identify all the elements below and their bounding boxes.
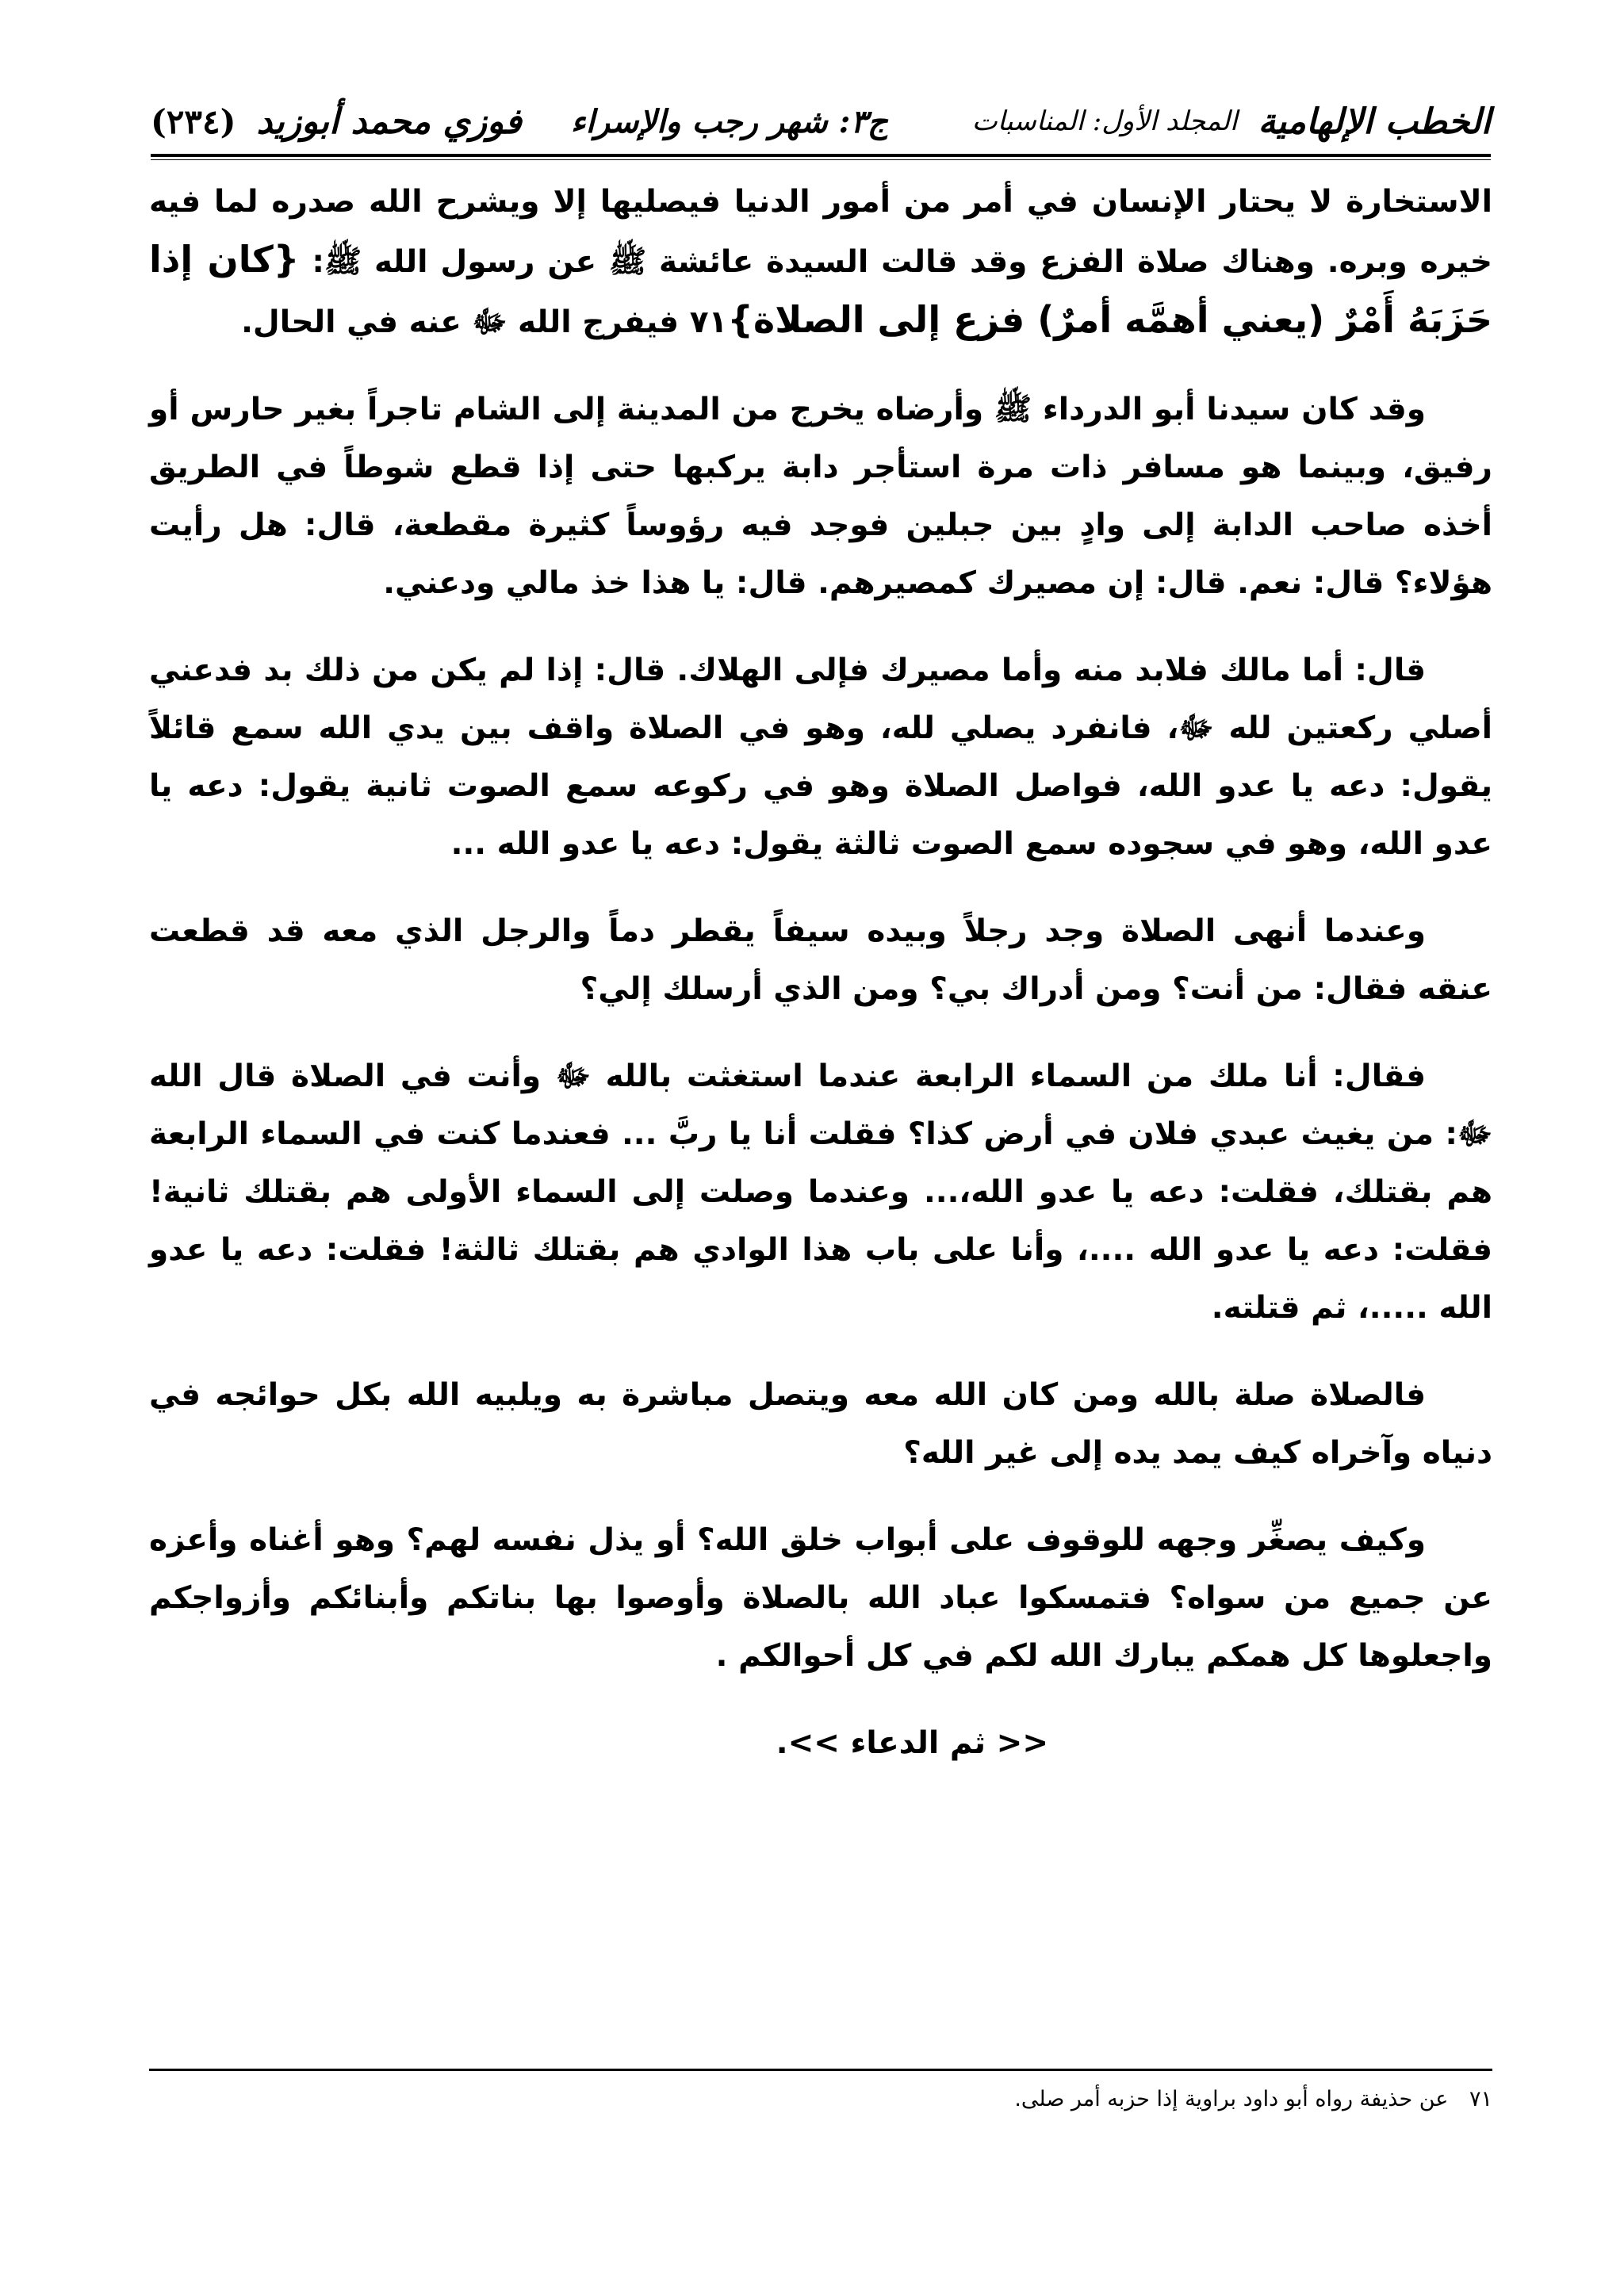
header-left-group (151, 101, 522, 142)
closing-line: << ثم الدعاء >>. (776, 1725, 1048, 1761)
page-number: (٢٣٤) (151, 101, 236, 141)
header-rule (151, 154, 1491, 157)
footnote-number: ٧١ (1469, 2087, 1492, 2111)
paragraph-1-text: الاستخارة لا يحتار الإنسان في أمر من أمور الدنيا فيصليها إلا ويشرح الله صدره لما فيه خيره وبره. وهناك صلاة الفزع وقد قالت السيدة عائشة ﷺ عن رسول الله ﷺ: (149, 184, 1492, 280)
footnote (149, 2087, 1492, 2111)
paragraph-1-tail: ٧١ فيفرج الله ﷻ عنه في الحال. (241, 304, 728, 340)
page-header (151, 94, 1491, 149)
header-right-group (571, 101, 1491, 142)
paragraph-5: فقال: أنا ملك من السماء الرابعة عندما استغثت بالله ﷻ وأنت في الصلاة قال الله ﷻ: من يغيث عبدي فلان في أرض كذا؟ فقلت أنا يا ربَّ ... فعندما كنت في السماء الرابعة هم بقتلك، فقلت: دعه يا عدو الله،... وعندما وصلت إلى السماء الأولى هم بقتلك ثانية! فقلت: دعه يا عدو الله ....، وأنا على باب هذا الوادي هم بقتلك ثالثة! فقلت: دعه يا عدو الله .....، ثم قتلته. (149, 1058, 1492, 1326)
part-label: ج٣: شهر رجب والإسراء (570, 102, 888, 140)
paragraph-3: قال: أما مالك فلابد منه وأما مصيرك فإلى الهلاك. قال: إذا لم يكن من ذلك بد فدعني أصلي ركعتين لله ﷻ، فانفرد يصلي لله، وهو في الصلاة واقف بين يدي الله سمع قائلاً يقول: دعه يا عدو الله، فواصل الصلاة وهو في ركوعه سمع الصوت ثانية يقول: دعه يا عدو الله، وهو في سجوده سمع الصوت ثالثة يقول: دعه يا عدو الله ... (149, 653, 1492, 862)
volume-label: المجلد الأول: المناسبات (971, 105, 1238, 137)
body-text (149, 173, 1492, 1801)
paragraph-1 (149, 173, 1492, 351)
footnote-rule (149, 2069, 1492, 2071)
header-rule-thin (151, 159, 1491, 160)
paragraph-4: وعندما أنهى الصلاة وجد رجلاً وبيده سيفاً يقطر دماً والرجل الذي معه قد قطعت عنقه فقال: من أنت؟ ومن أدراك بي؟ ومن الذي أرسلك إلي؟ (149, 913, 1492, 1007)
hadith-quote: {كان إذا حَزَبَهُ أَمْرٌ (يعني أهمَّه أمرٌ) فزع إلى الصلاة} (149, 238, 1492, 341)
paragraph-6: فالصلاة صلة بالله ومن كان الله معه ويتصل مباشرة به ويلبيه الله بكل حوائجه في دنياه وآخراه كيف يمد يده إلى غير الله؟ (149, 1377, 1492, 1471)
author-name: فوزي محمد أبوزيد (256, 101, 522, 142)
book-title: الخطب الإلهامية (1258, 101, 1491, 142)
footnote-text: عن حذيفة رواه أبو داود براوية إذا حزبه أمر صلى. (1014, 2087, 1449, 2111)
paragraph-2: وقد كان سيدنا أبو الدرداء ﷺ وأرضاه يخرج من المدينة إلى الشام تاجراً بغير حارس أو رفيق، وبينما هو مسافر ذات مرة استأجر دابة يركبها حتى إذا قطع شوطاً في الطريق أخذه صاحب الدابة إلى وادٍ بين جبلين فوجد فيه رؤوساً كثيرة مقطعة، قال: هل رأيت هؤلاء؟ قال: نعم. قال: إن مصيرك كمصيرهم. قال: يا هذا خذ مالي ودعني. (149, 392, 1492, 601)
paragraph-7: وكيف يصغِّر وجهه للوقوف على أبواب خلق الله؟ أو يذل نفسه لهم؟ وهو أغناه وأعزه عن جميع من سواه؟ فتمسكوا عباد الله بالصلاة وأوصوا بها بناتكم وأبنائكم وأزواجكم واجعلوها كل همكم يبارك الله لكم في كل أحوالكم . (149, 1522, 1492, 1674)
